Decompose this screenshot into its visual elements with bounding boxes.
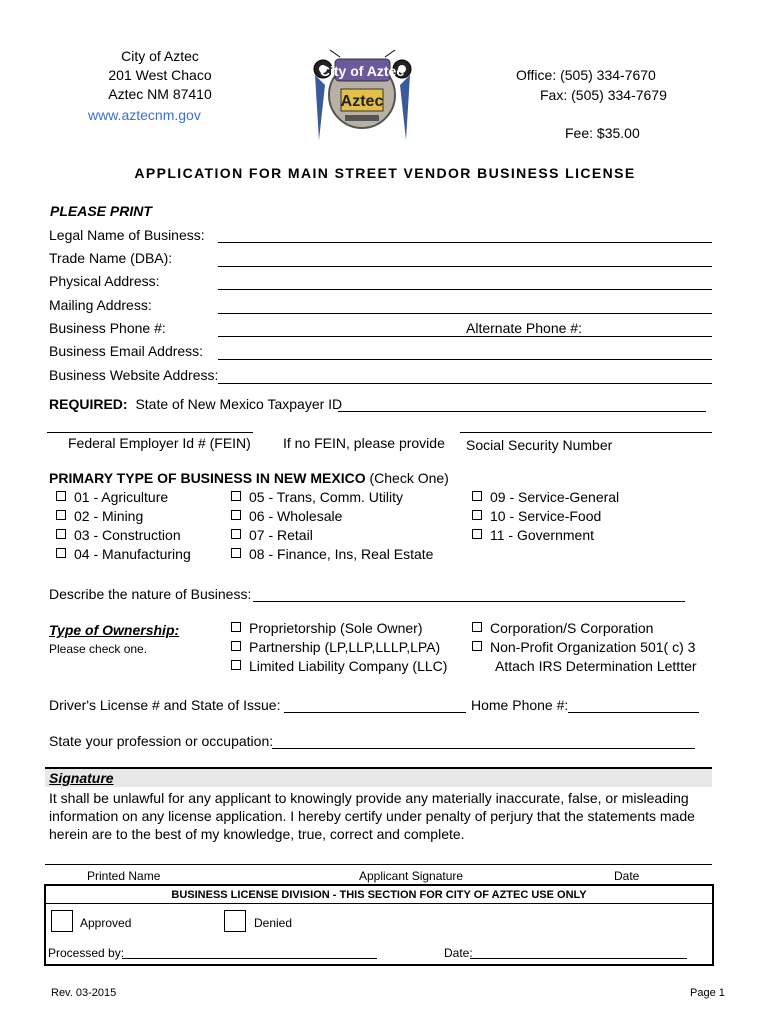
checkbox-icon[interactable] <box>472 529 482 539</box>
signature-band <box>45 767 712 787</box>
website-link[interactable]: www.aztecnm.gov <box>88 107 201 123</box>
checkbox-icon[interactable] <box>472 491 482 501</box>
taxpayer-id-input[interactable] <box>338 411 706 412</box>
fee: Fee: $35.00 <box>565 125 640 141</box>
email-label: Business Email Address: <box>49 343 204 359</box>
form-title: APPLICATION FOR MAIN STREET VENDOR BUSINESS LICENSE <box>134 165 636 181</box>
checkbox-icon[interactable] <box>231 510 241 520</box>
option-llc[interactable]: Limited Liability Company (LLC) <box>231 658 447 677</box>
denied-checkbox[interactable] <box>224 910 246 932</box>
certification-line-1: It shall be unlawful for any applicant to knowingly provide any materially inaccurate, false, or misleading <box>49 790 689 806</box>
checkbox-icon[interactable] <box>56 529 66 539</box>
required-label: REQUIRED: <box>49 396 128 412</box>
business-type-note: (Check One) <box>369 470 449 486</box>
checkbox-icon[interactable] <box>231 491 241 501</box>
option-wholesale[interactable]: 06 - Wholesale <box>231 508 433 527</box>
ownership-note: Please check one. <box>49 642 148 656</box>
option-manufacturing[interactable]: 04 - Manufacturing <box>56 546 191 565</box>
option-construction[interactable]: 03 - Construction <box>56 527 191 546</box>
office-phone: Office: (505) 334-7670 <box>516 67 656 83</box>
business-type-col-1 <box>56 489 191 565</box>
city-address <box>70 48 250 103</box>
svg-text:Aztec: Aztec <box>340 93 384 110</box>
checkbox-icon[interactable] <box>472 510 482 520</box>
ownership-col-1 <box>231 620 447 677</box>
address-line-1: City of Aztec <box>121 48 199 64</box>
address-line-3: Aztec NM 87410 <box>108 86 212 102</box>
ssn-input[interactable] <box>460 432 712 433</box>
business-type-col-3 <box>472 489 619 546</box>
option-government[interactable]: 11 - Government <box>472 527 619 546</box>
business-phone-label: Business Phone #: <box>49 320 166 336</box>
profession-label: State your profession or occupation: <box>49 733 274 749</box>
denied-label: Denied <box>254 916 293 930</box>
date-label: Date <box>614 869 640 883</box>
checkbox-icon[interactable] <box>472 622 482 632</box>
certification-line-2: information on any license application. I hereby certify under penalty of perjury that the statements made <box>49 808 695 824</box>
business-type-title: PRIMARY TYPE OF BUSINESS IN NEW MEXICO <box>49 470 366 486</box>
checkbox-icon[interactable] <box>56 491 66 501</box>
drivers-license-label: Driver's License # and State of Issue: <box>49 697 281 713</box>
revision: Rev. 03-2015 <box>51 987 117 999</box>
checkbox-icon[interactable] <box>231 622 241 632</box>
if-no-fein-label: If no FEIN, please provide <box>283 435 445 451</box>
home-phone-input[interactable] <box>568 712 699 713</box>
approved-label: Approved <box>80 916 132 930</box>
drivers-license-input[interactable] <box>284 712 466 713</box>
city-seal-icon <box>305 45 420 145</box>
trade-name-input[interactable] <box>218 266 712 267</box>
fein-label: Federal Employer Id # (FEIN) <box>68 435 251 451</box>
applicant-signature-label: Applicant Signature <box>359 869 464 883</box>
address-line-2: 201 West Chaco <box>108 67 212 83</box>
alternate-phone-label: Alternate Phone #: <box>466 320 582 336</box>
ownership-heading: Type of Ownership: <box>49 622 180 638</box>
signature-line[interactable] <box>45 864 712 865</box>
svg-text:City of Aztec: City of Aztec <box>319 63 405 79</box>
city-date-input[interactable] <box>470 958 687 959</box>
approved-checkbox[interactable] <box>51 910 73 932</box>
option-retail[interactable]: 07 - Retail <box>231 527 433 546</box>
taxpayer-id-label: State of New Mexico Taxpayer ID <box>135 396 343 412</box>
option-trans-comm[interactable]: 05 - Trans, Comm. Utility <box>231 489 433 508</box>
city-date-label: Date: <box>444 946 473 960</box>
please-print: PLEASE PRINT <box>50 203 152 219</box>
nature-input[interactable] <box>253 601 685 602</box>
fax-number: Fax: (505) 334-7679 <box>540 87 667 103</box>
option-service-food[interactable]: 10 - Service-Food <box>472 508 619 527</box>
option-nonprofit[interactable]: Non-Profit Organization 501( c) 3 <box>472 639 697 658</box>
page-number: Page 1 <box>690 987 725 999</box>
checkbox-icon[interactable] <box>231 529 241 539</box>
trade-name-label: Trade Name (DBA): <box>49 250 173 266</box>
signature-heading: Signature <box>49 770 114 786</box>
website-label: Business Website Address: <box>49 367 219 383</box>
certification-text <box>49 790 729 843</box>
processed-by-label: Processed by: <box>48 946 125 960</box>
printed-name-label: Printed Name <box>87 869 161 883</box>
checkbox-icon[interactable] <box>56 548 66 558</box>
physical-address-input[interactable] <box>218 289 712 290</box>
option-corporation[interactable]: Corporation/S Corporation <box>472 620 697 639</box>
checkbox-icon[interactable] <box>56 510 66 520</box>
checkbox-icon[interactable] <box>231 660 241 670</box>
business-type-heading <box>49 470 449 487</box>
option-partnership[interactable]: Partnership (LP,LLP,LLLP,LPA) <box>231 639 447 658</box>
physical-address-label: Physical Address: <box>49 273 160 289</box>
profession-input[interactable] <box>272 748 695 749</box>
irs-note: Attach IRS Determination Lettter <box>495 658 697 674</box>
taxpayer-id-row <box>49 396 342 413</box>
home-phone-label: Home Phone #: <box>471 697 569 713</box>
legal-name-input[interactable] <box>218 242 712 243</box>
legal-name-label: Legal Name of Business: <box>49 227 205 243</box>
option-agriculture[interactable]: 01 - Agriculture <box>56 489 191 508</box>
checkbox-icon[interactable] <box>472 641 482 651</box>
certification-line-3: herein are to the best of my knowledge, true, correct and complete. <box>49 826 465 842</box>
nature-label: Describe the nature of Business: <box>49 586 252 602</box>
mailing-address-input[interactable] <box>218 313 712 314</box>
option-finance[interactable]: 08 - Finance, Ins, Real Estate <box>231 546 433 565</box>
ssn-label: Social Security Number <box>466 437 613 453</box>
mailing-address-label: Mailing Address: <box>49 297 152 313</box>
option-service-general[interactable]: 09 - Service-General <box>472 489 619 508</box>
city-logo <box>305 45 420 145</box>
processed-by-input[interactable] <box>122 958 377 959</box>
option-proprietorship[interactable]: Proprietorship (Sole Owner) <box>231 620 447 639</box>
website-input[interactable] <box>218 383 712 384</box>
email-input[interactable] <box>218 359 712 360</box>
option-mining[interactable]: 02 - Mining <box>56 508 191 527</box>
city-use-heading: BUSINESS LICENSE DIVISION - THIS SECTION FOR CITY OF AZTEC USE ONLY <box>171 889 587 901</box>
business-type-col-2 <box>231 489 433 565</box>
checkbox-icon[interactable] <box>231 641 241 651</box>
ownership-col-2 <box>472 620 697 677</box>
checkbox-icon[interactable] <box>231 548 241 558</box>
fein-input[interactable] <box>47 432 253 433</box>
business-phone-input[interactable] <box>218 336 712 337</box>
